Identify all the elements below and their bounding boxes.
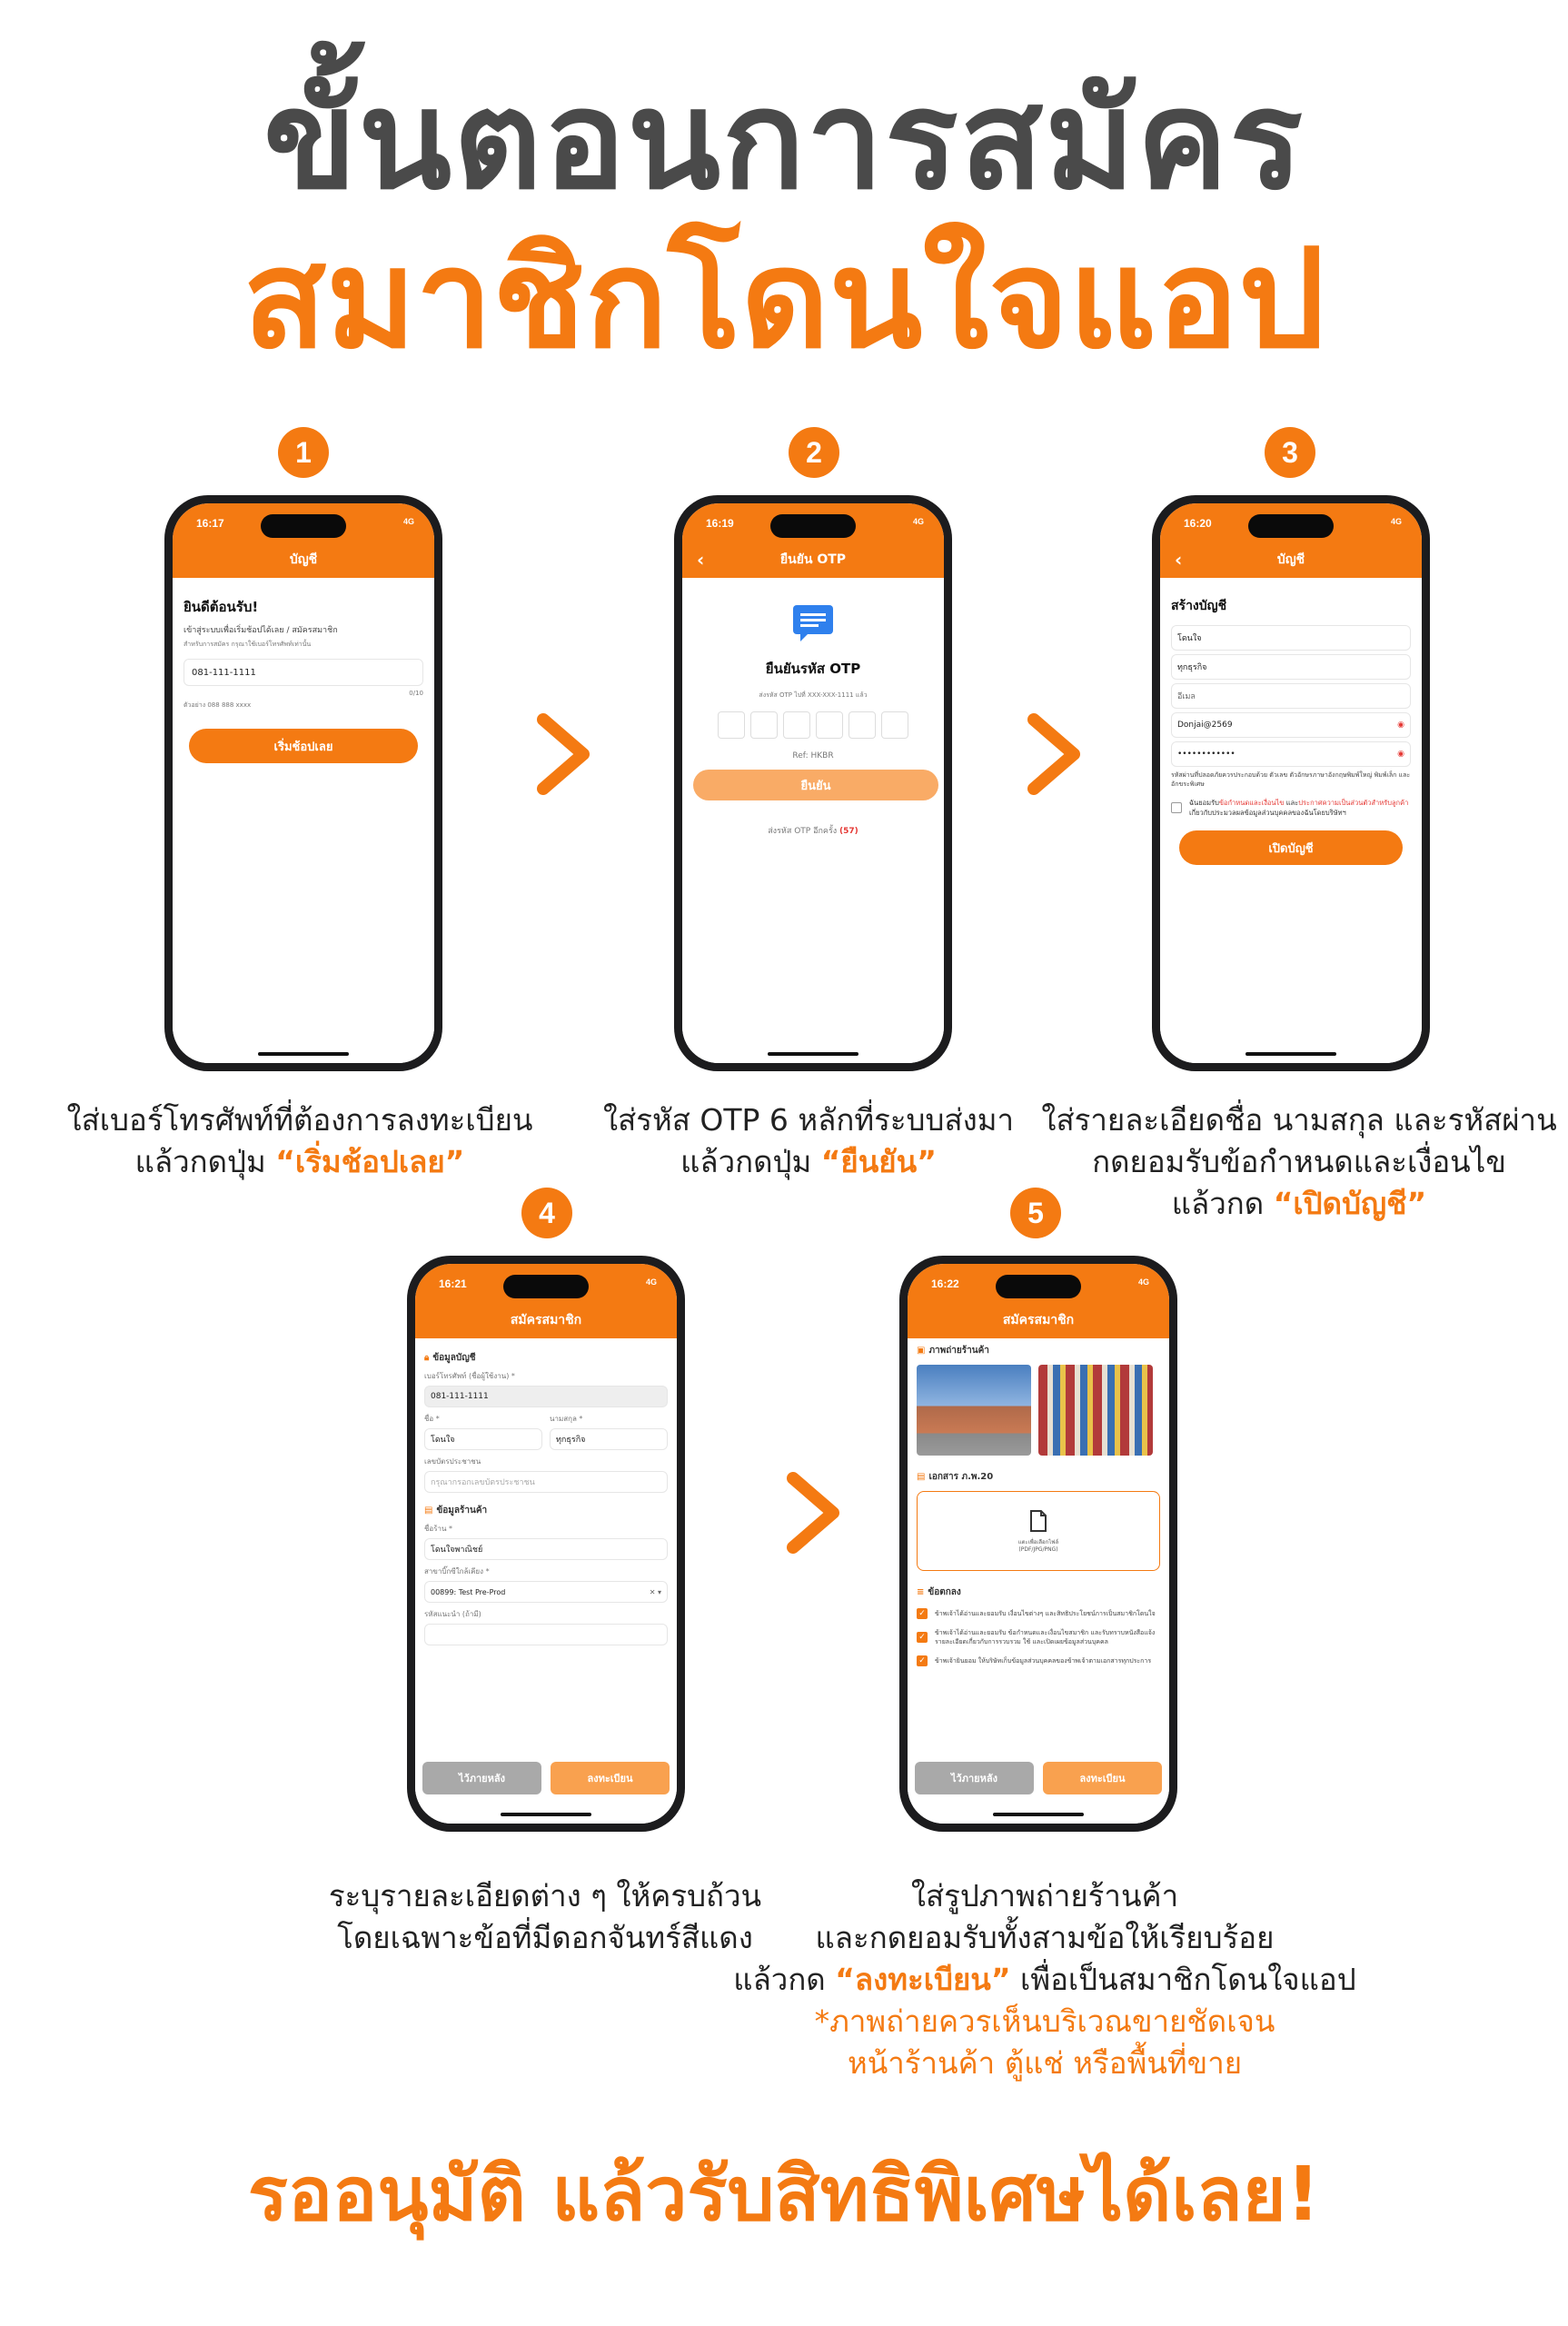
chevron-right-icon (777, 1467, 849, 1558)
page-subtitle: สมาชิกโดนใจแอป (243, 221, 1325, 379)
back-icon[interactable]: ‹ (697, 549, 705, 571)
otp-digit-input[interactable] (750, 711, 778, 739)
last-name-input[interactable]: ทุกธุรกิจ (550, 1428, 668, 1450)
later-button[interactable]: ไว้ภายหลัง (915, 1762, 1034, 1794)
resend-otp-link[interactable]: ส่งรหัส OTP อีกครั้ง (768, 827, 840, 836)
phone-mockup-4: 16:21 4G สมัครสมาชิก 🔒︎ ข้อมูลบัญชี เบอร์โทรศัพท์ (ชื่อผู้ใช้งาน) * 081-111-1111 ชื่อ * โดนใจ นามสกุล * ทุกธุรกิจ เลขบัตรประชาชน กรุณากรอกเลขบัตรประชาชน ▤ ข้อมูลร้านค้า ชื่อร้าน * โดนใจพาณิชย์ สาขาบิ๊กซีใกล้เคียง * 00899: Test Pre-Prod ✕ ▾ รหัสแนะนำ (ถ้ามี) ไว้ภายหลัง ลงทะเบียน (407, 1256, 685, 1832)
eye-icon[interactable]: ◉ (1397, 721, 1404, 730)
step-number-2: 2 (789, 427, 839, 478)
file-icon (1029, 1510, 1047, 1532)
eye-icon[interactable]: ◉ (1397, 750, 1404, 759)
app-bar-title: สมัครสมาชิก (415, 1302, 677, 1338)
welcome-heading: ยินดีต้อนรับ! (184, 599, 259, 615)
first-name-input[interactable]: โดนใจ (424, 1428, 542, 1450)
chevron-right-icon (1017, 709, 1090, 800)
create-account-heading: สร้างบัญชี (1171, 599, 1227, 613)
otp-digit-input[interactable] (881, 711, 908, 739)
image-icon: ▣ (917, 1346, 926, 1356)
step-number-4: 4 (521, 1188, 572, 1238)
privacy-link[interactable]: ประกาศความเป็นส่วนตัวสำหรับลูกค้า (1298, 799, 1409, 807)
password-hint: รหัสผ่านที่ปลอดภัยควรประกอบด้วย ตัวเลข ตัวอักษรภาษาอังกฤษพิมพ์ใหญ่ พิมพ์เล็ก และอักขระพิเศษ (1171, 771, 1411, 788)
back-icon[interactable]: ‹ (1175, 549, 1183, 571)
chat-bubble-icon (791, 603, 835, 643)
password-input[interactable]: Donjai@2569 ◉ (1171, 712, 1411, 738)
page-title: ขั้นตอนการสมัคร (263, 62, 1305, 220)
register-button[interactable]: ลงทะเบียน (1043, 1762, 1162, 1794)
terms-link[interactable]: ข้อกำหนดและเงื่อนไข (1218, 799, 1285, 807)
phone-mockup-5: 16:22 4G สมัครสมาชิก ▣ ภาพถ่ายร้านค้า ▤ เอกสาร ภ.พ.20 แตะเพื่อเลือกไฟล์ (PDF/JPG/PNG) ≡ ข้อตกลง ✓ ข้าพเจ้าได้อ่านและยอมรับ เงื่อนไขต่างๆ และสิทธิประโยชน์การเป็นสมาชิกโดนใจ ✓ ข้าพเจ้าได้อ่านและยอมรับ ข้อกำหนดและเงื่อนไขสมาชิก และรับทราบหนังสือแจ้งรายละเอียดเกี่ยวกับการรวบรวม ใช้ และเปิดเผยข้อมูลส่วนบุคคล ✓ ข้าพเจ้ายินยอม ให้บริษัทเก็บข้อมูลส่วนบุคคลของข้าพเจ้าตามเอกสารทุกประการ ไว้ภายหลัง ลงทะเบียน (899, 1256, 1177, 1832)
id-card-input[interactable]: กรุณากรอกเลขบัตรประชาชน (424, 1471, 668, 1493)
document-upload-box[interactable]: แตะเพื่อเลือกไฟล์ (PDF/JPG/PNG) (917, 1491, 1160, 1571)
start-shopping-button[interactable]: เริ่มช้อปเลย (189, 729, 418, 763)
step-number-3: 3 (1265, 427, 1315, 478)
otp-digit-input[interactable] (849, 711, 876, 739)
clear-icon[interactable]: ✕ ▾ (649, 1587, 661, 1596)
phone-mockup-2: 16:19 4G ‹ ยืนยัน OTP ยืนยันรหัส OTP ส่งรหัส OTP ไปที่ XXX-XXX-1111 แล้ว Ref: HKBR ยืนยัน ส่งรหัส OTP อีกครั้ง (57) (674, 495, 952, 1071)
email-input[interactable]: อีเมล (1171, 683, 1411, 709)
branch-select[interactable]: 00899: Test Pre-Prod ✕ ▾ (424, 1581, 668, 1603)
chevron-right-icon (527, 709, 600, 800)
phone-input[interactable]: 081-111-1111 (184, 659, 423, 686)
step-number-5: 5 (1010, 1188, 1061, 1238)
step-2-caption: ใส่รหัส OTP 6 หลักที่ระบบส่งมา แล้วกดปุ่ม “ยืนยัน” (603, 1102, 1014, 1179)
checkbox-icon[interactable]: ✓ (917, 1608, 928, 1619)
first-name-input[interactable]: โดนใจ (1171, 625, 1411, 651)
otp-digit-input[interactable] (783, 711, 810, 739)
photo-note: *ภาพถ่ายควรเห็นบริเวณขายชัดเจน (814, 2003, 1275, 2039)
last-name-input[interactable]: ทุกธุรกิจ (1171, 654, 1411, 680)
step-3-caption: ใส่รายละเอียดชื่อ นามสกุล และรหัสผ่าน กดยอมรับข้อกำหนดและเงื่อนไข แล้วกด “เปิดบัญชี” (1041, 1102, 1557, 1221)
shop-photo-front[interactable] (917, 1365, 1031, 1456)
app-bar-title: บัญชี (173, 542, 434, 578)
later-button[interactable]: ไว้ภายหลัง (422, 1762, 541, 1794)
lock-icon: 🔒︎ (424, 1353, 430, 1363)
phone-field: 081-111-1111 (424, 1386, 668, 1407)
list-icon: ≡ (917, 1587, 925, 1597)
otp-digit-input[interactable] (718, 711, 745, 739)
open-account-button[interactable]: เปิดบัญชี (1179, 830, 1403, 865)
app-bar-title: ยืนยัน OTP (779, 552, 847, 567)
resend-countdown: (57) (839, 827, 858, 836)
otp-digit-input[interactable] (816, 711, 843, 739)
consent-text: ฉันยอมรับข้อกำหนดและเงื่อนไข และประกาศความเป็นส่วนตัวสำหรับลูกค้าเกี่ยวกับประมวลผลข้อมูลส่วนบุคคลของฉันโดยบริษัทฯ (1189, 799, 1409, 817)
confirm-button[interactable]: ยืนยัน (693, 770, 938, 800)
step-4-caption: ระบุรายละเอียดต่าง ๆ ให้ครบถ้วน โดยเฉพาะข้อที่มีดอกจันทร์สีแดง (328, 1878, 762, 1955)
step-number-1: 1 (278, 427, 329, 478)
shop-name-input[interactable]: โดนใจพาณิชย์ (424, 1538, 668, 1560)
confirm-password-input[interactable]: •••••••••••• ◉ (1171, 741, 1411, 767)
otp-ref: Ref: HKBR (792, 751, 834, 760)
app-bar-title: บัญชี (1276, 552, 1305, 567)
phone-mockup-1: 16:17 4G บัญชี ยินดีต้อนรับ! เข้าสู่ระบบเพื่อเริ่มช้อปได้เลย / สมัครสมาชิก สำหรับการสมัคร กรุณาใช้เบอร์โทรศัพท์เท่านั้น 081-111-1111 0/10 ตัวอย่าง 088 888 xxxx เริ่มช้อปเลย (164, 495, 442, 1071)
app-bar-title: สมัครสมาชิก (908, 1302, 1169, 1338)
step-5-caption: ใส่รูปภาพถ่ายร้านค้า และกดยอมรับทั้งสามข้อให้เรียบร้อย แล้วกด “ลงทะเบียน” เพื่อเป็นสมาชิกโดนใจแอป *ภาพถ่ายควรเห็นบริเวณขายชัดเจน หน้าร้านค้า ตู้แช่ หรือพื้นที่ขาย (727, 1875, 1363, 2084)
otp-heading: ยืนยันรหัส OTP (765, 661, 861, 677)
checkbox-icon[interactable]: ✓ (917, 1655, 928, 1666)
bottom-cta-text: รออนุมัติ แล้วรับสิทธิพิเศษได้เลย! (247, 2152, 1321, 2238)
consent-checkbox[interactable] (1171, 802, 1182, 813)
referral-code-input[interactable] (424, 1624, 668, 1645)
store-icon: ▤ (424, 1506, 433, 1516)
info-hint: สำหรับการสมัคร กรุณาใช้เบอร์โทรศัพท์เท่านั้น (184, 641, 312, 648)
checkbox-icon[interactable]: ✓ (917, 1632, 928, 1643)
phone-mockup-3: 16:20 4G ‹ บัญชี สร้างบัญชี โดนใจ ทุกธุรกิจ อีเมล Donjai@2569 ◉ •••••••••••• ◉ รหัสผ่านที่ปลอดภัยควรประกอบด้วย ตัวเลข ตัวอักษรภาษาอังกฤษพิมพ์ใหญ่ พิมพ์เล็ก และอักขระพิเศษ ฉันยอมรับข้อกำหนดและเงื่อนไข และประกาศความเป็นส่วนตัวสำหรับลูกค้าเกี่ยวกับประมวลผลข้อมูลส่วนบุคคลของฉันโดยบริษัทฯ เปิดบัญชี (1152, 495, 1430, 1071)
register-button[interactable]: ลงทะเบียน (551, 1762, 670, 1794)
document-icon: ▤ (917, 1472, 926, 1482)
shop-photo-fridge[interactable] (1038, 1365, 1153, 1456)
step-1-caption: ใส่เบอร์โทรศัพท์ที่ต้องการลงทะเบียน แล้วกดปุ่ม “เริ่มช้อปเลย” (66, 1102, 533, 1179)
